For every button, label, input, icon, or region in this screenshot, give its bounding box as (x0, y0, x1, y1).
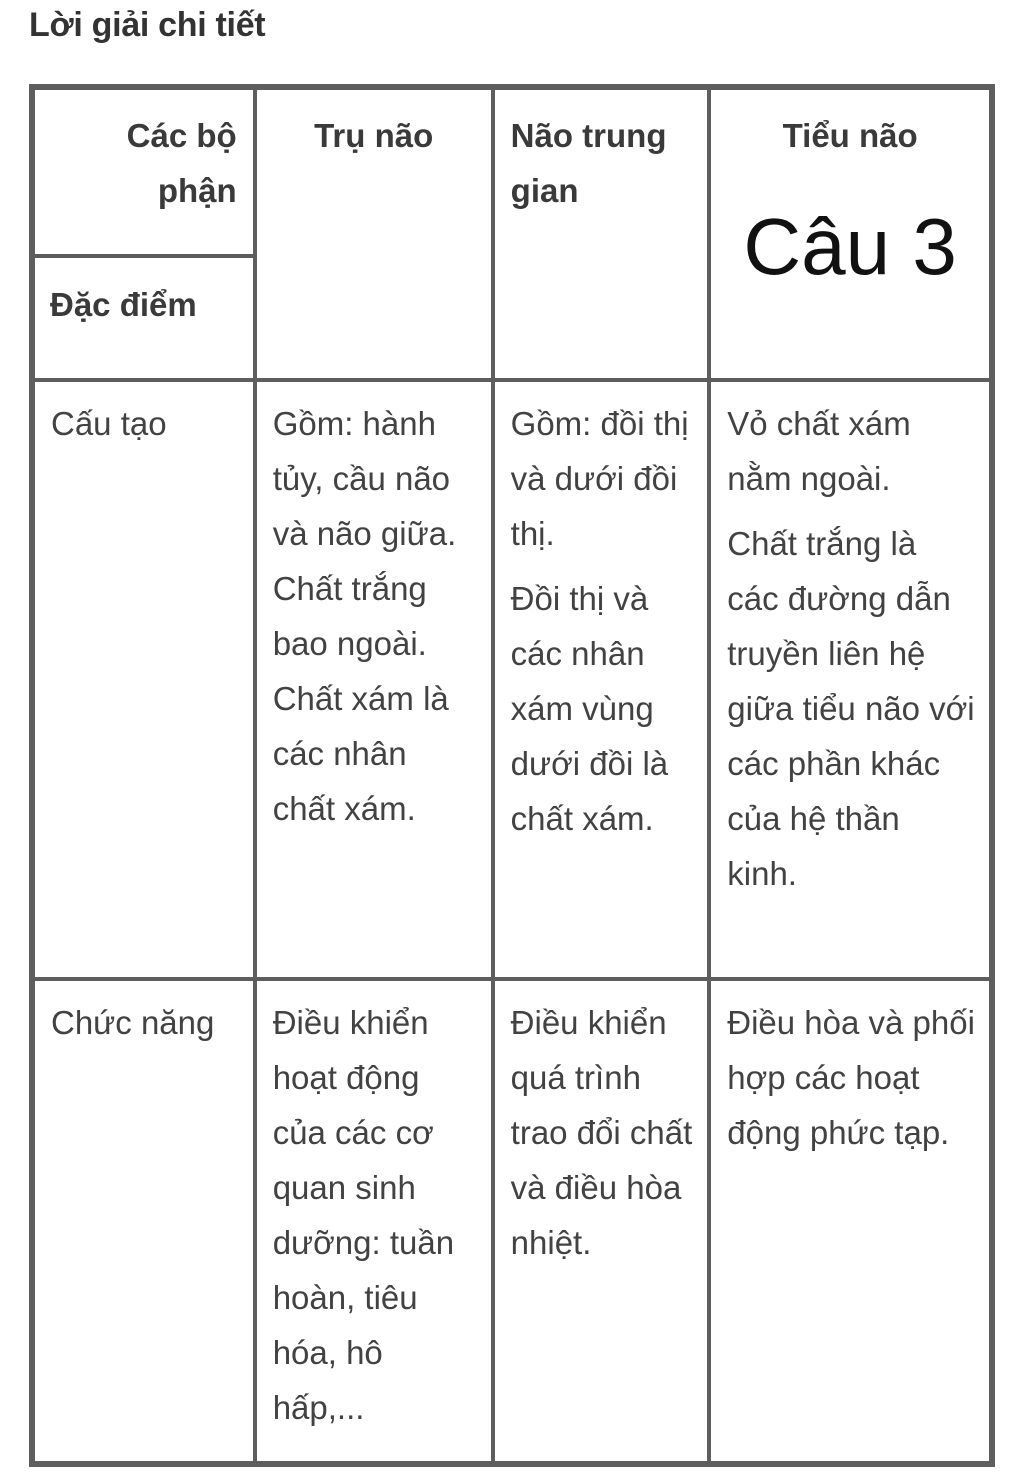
corner-header-features: Đặc điểm (50, 286, 197, 323)
comparison-table-wrapper (29, 84, 995, 1467)
row-label-cell (33, 979, 255, 1463)
page-heading: Lời giải chi tiết (29, 6, 266, 44)
cell-cau-tao-nao-trung-gian (493, 380, 710, 979)
row-label-chuc-nang: Chức năng (51, 1004, 215, 1042)
corner-header-cell (33, 88, 255, 380)
header-cell-nao-trung-gian (493, 88, 710, 380)
text-cau-tao-tru-nao: Gồm: hành tủy, cầu não và não giữa. Chất trắng bao ngoài. Chất xám là các nhân chất xám. (272, 405, 457, 828)
cell-chuc-nang-tieu-nao (709, 979, 991, 1463)
cell-chuc-nang-tru-nao (255, 979, 493, 1463)
text-cau-tao-tieu-nao-1: Vỏ chất xám nằm ngoài. (727, 405, 911, 498)
table-header-row (33, 88, 991, 380)
header-tieu-nao: Tiểu não (782, 117, 918, 154)
header-tru-nao: Trụ não (314, 117, 434, 154)
cell-cau-tao-tru-nao (255, 380, 493, 979)
text-cau-tao-tieu-nao-2: Chất trắng là các đường dẫn truyền liên hệ giữa tiểu não với các phần khác của hệ thần kinh. (727, 525, 975, 893)
corner-header-parts: Các bộ phận (35, 90, 253, 258)
row-label-cau-tao: Cấu tạo (51, 405, 167, 443)
question-label-overlay: Câu 3 (743, 202, 957, 291)
cell-chuc-nang-nao-trung-gian (493, 979, 710, 1463)
text-cau-tao-ntg-2: Đồi thị và các nhân xám vùng dưới đồi là chất xám. (510, 580, 669, 838)
text-chuc-nang-tru-nao: Điều khiển hoạt động của các cơ quan sinh dưỡng: tuần hoàn, tiêu hóa, hô hấp,... (272, 1004, 455, 1427)
cell-cau-tao-tieu-nao (709, 380, 991, 979)
table-row-chuc-nang (33, 979, 991, 1463)
text-chuc-nang-tieu-nao: Điều hòa và phối hợp các hoạt động phức tạp. (727, 1004, 975, 1152)
text-cau-tao-ntg-1: Gồm: đồi thị và dưới đồi thị. (510, 405, 689, 553)
text-chuc-nang-nao-trung-gian: Điều khiển quá trình trao đổi chất và điều hòa nhiệt. (510, 1004, 693, 1262)
brain-comparison-table (29, 84, 995, 1467)
header-nao-trung-gian: Não trung gian (510, 117, 667, 209)
header-cell-tieu-nao (709, 88, 991, 380)
row-label-cell (33, 380, 255, 979)
header-cell-tru-nao (255, 88, 493, 380)
table-row-cau-tao (33, 380, 991, 979)
